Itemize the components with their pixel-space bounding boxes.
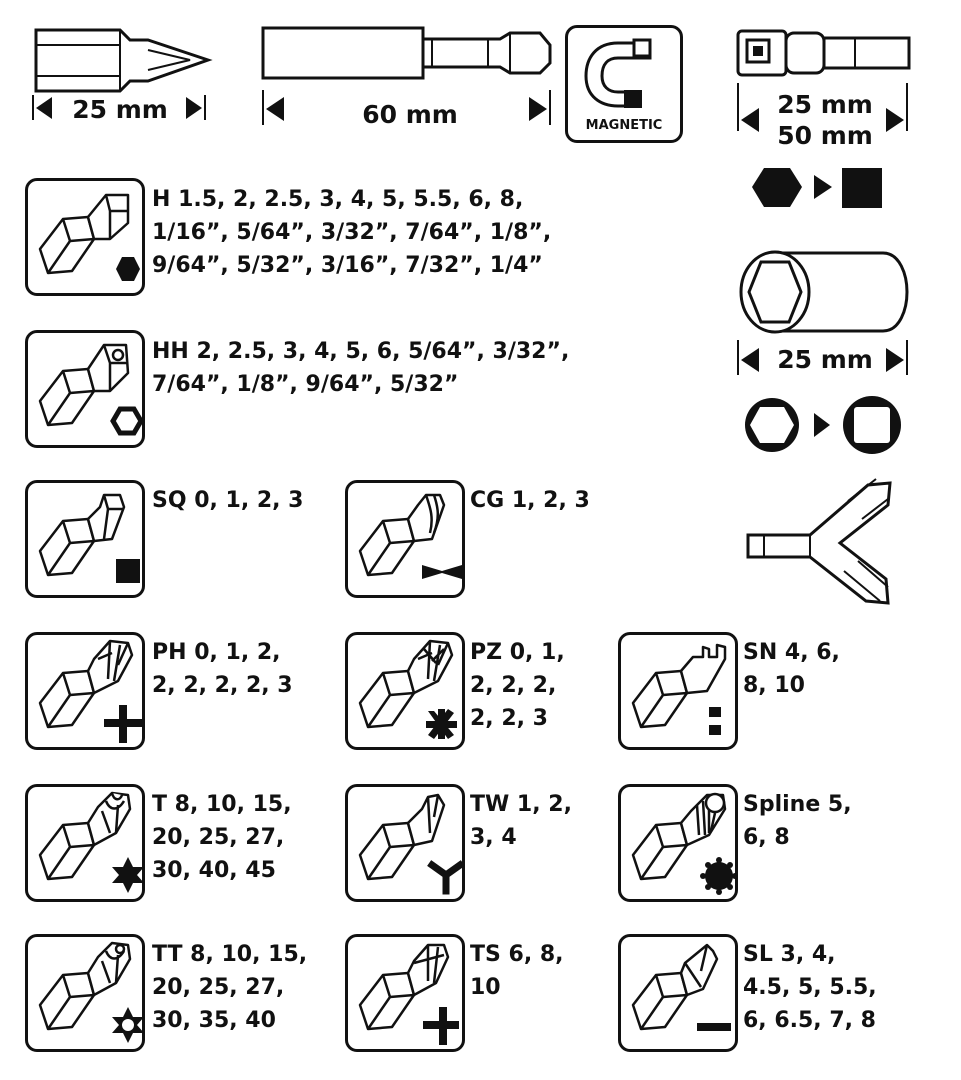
clutch-drive-symbol [422,565,462,579]
pozidriv-bit-sizes: PZ 0, 1, 2, 2, 2, 2, 2, 3 [470,640,565,731]
tri-wing-drive-symbol [432,865,460,891]
clutch-bit-icon [360,495,444,575]
spline-drive-symbol [700,857,738,895]
bit-length-label: 25 mm [72,95,168,124]
magnetic-badge [565,25,683,143]
torx-tamper-bit-sizes: TT 8, 10, 15, 20, 25, 27, 30, 35, 40 [152,942,308,1033]
torx-tamper-drive-symbol [112,1007,144,1043]
hex-bit-icon [40,195,128,273]
spanner-bit-sizes: SN 4, 6, 8, 10 [743,640,840,698]
adapter-length-50: 50 mm [777,121,873,150]
phillips-bit-icon [40,641,132,727]
hex-to-square-icon [752,165,887,210]
spline-bit-sizes: Spline 5, 6, 8 [743,792,852,850]
slotted-bit-icon [633,945,717,1029]
holder-length-label: 60 mm [362,100,458,129]
hex-hole-drive-symbol [113,409,141,433]
hex-bit-card [25,178,145,296]
y-wrench-diagram [740,475,900,615]
torx-tamper-bit-icon [40,943,130,1029]
torq-set-bit-card [345,934,465,1052]
spanner-bit-card [618,632,738,750]
torx-drive-symbol [112,857,144,893]
slotted-drive-symbol [697,1023,731,1031]
hex-drive-symbol [116,257,140,281]
spanner-drive-symbol [709,707,721,735]
torx-bit-sizes: T 8, 10, 15, 20, 25, 27, 30, 40, 45 [152,792,292,883]
torx-bit-card [25,784,145,902]
clutch-bit-sizes: CG 1, 2, 3 [470,488,590,513]
tri-wing-bit-card [345,784,465,902]
phillips-drive-symbol [104,705,142,743]
pozidriv-drive-symbol [426,709,457,739]
hex-tamper-bit-sizes: HH 2, 2.5, 3, 4, 5, 6, 5/64”, 3/32”, 7/64”, 1/8”, 9/64”, 5/32” [152,339,570,397]
tri-wing-bit-sizes: TW 1, 2, 3, 4 [470,792,572,850]
hex-tamper-bit-card [25,330,145,448]
socket-length-label: 25 mm [777,345,873,374]
hex-socket-to-square-drive-icon [742,395,912,457]
pozidriv-bit-card [345,632,465,750]
torx-bit-icon [40,793,130,879]
phillips-bit-sizes: PH 0, 1, 2, 2, 2, 2, 2, 3 [152,640,293,698]
torx-tamper-bit-card [25,934,145,1052]
torq-set-drive-symbol [423,1007,459,1045]
square-bit-card [25,480,145,598]
adapter-length-25: 25 mm [777,90,873,119]
square-bit-sizes: SQ 0, 1, 2, 3 [152,488,304,513]
square-drive-symbol [116,559,140,583]
clutch-bit-card [345,480,465,598]
slotted-bit-card [618,934,738,1052]
torq-set-bit-sizes: TS 6, 8, 10 [470,942,564,1000]
slotted-bit-sizes: SL 3, 4, 4.5, 5, 5.5, 6, 6.5, 7, 8 [743,942,877,1033]
torq-set-bit-icon [360,945,448,1029]
phillips-bit-card [25,632,145,750]
magnetic-label: MAGNETIC [585,118,663,133]
square-bit-icon [40,495,124,575]
hex-bit-sizes: H 1.5, 2, 2.5, 3, 4, 5, 5.5, 6, 8, 1/16”, 5/64”, 3/32”, 7/64”, 1/8”, 9/64”, 5/32”, 3/16”, 7/32”, 1/4” [152,187,552,278]
spline-bit-card [618,784,738,902]
